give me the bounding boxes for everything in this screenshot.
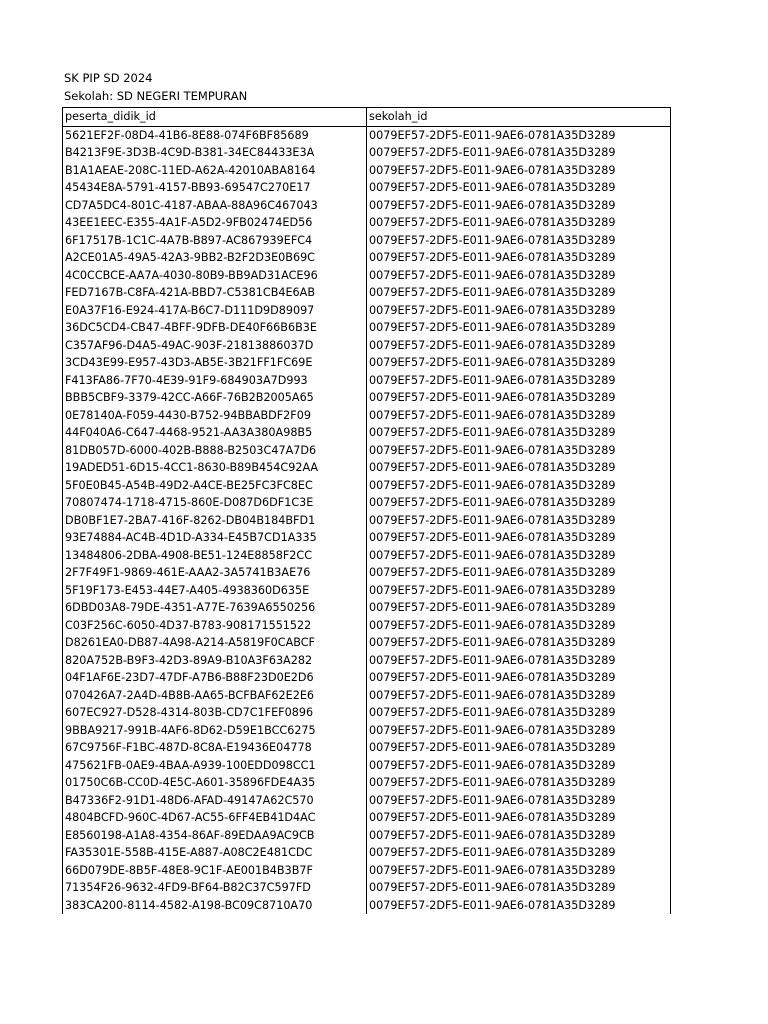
table-row xyxy=(63,442,671,460)
table-row xyxy=(63,844,671,862)
cell-peserta-didik-id: 9BBA9217-991B-4AF6-8D62-D59E1BCC6275 xyxy=(63,722,367,740)
cell-peserta-didik-id: 13484806-2DBA-4908-BE51-124E8858F2CC xyxy=(63,547,367,565)
table-row xyxy=(63,897,671,915)
cell-peserta-didik-id: CD7A5DC4-801C-4187-ABAA-88A96C467043 xyxy=(63,197,367,215)
table-row xyxy=(63,582,671,600)
cell-sekolah-id: 0079EF57-2DF5-E011-9AE6-0781A35D3289 xyxy=(367,792,671,810)
table-row xyxy=(63,249,671,267)
cell-sekolah-id: 0079EF57-2DF5-E011-9AE6-0781A35D3289 xyxy=(367,179,671,197)
cell-sekolah-id: 0079EF57-2DF5-E011-9AE6-0781A35D3289 xyxy=(367,302,671,320)
cell-sekolah-id: 0079EF57-2DF5-E011-9AE6-0781A35D3289 xyxy=(367,442,671,460)
cell-sekolah-id: 0079EF57-2DF5-E011-9AE6-0781A35D3289 xyxy=(367,547,671,565)
cell-sekolah-id: 0079EF57-2DF5-E011-9AE6-0781A35D3289 xyxy=(367,757,671,775)
cell-sekolah-id: 0079EF57-2DF5-E011-9AE6-0781A35D3289 xyxy=(367,617,671,635)
cell-sekolah-id: 0079EF57-2DF5-E011-9AE6-0781A35D3289 xyxy=(367,634,671,652)
cell-peserta-didik-id: FED7167B-C8FA-421A-BBD7-C5381CB4E6AB xyxy=(63,284,367,302)
cell-peserta-didik-id: 5F0E0B45-A54B-49D2-A4CE-BE25FC3FC8EC xyxy=(63,477,367,495)
cell-sekolah-id: 0079EF57-2DF5-E011-9AE6-0781A35D3289 xyxy=(367,704,671,722)
cell-peserta-didik-id: D8261EA0-DB87-4A98-A214-A5819F0CABCF xyxy=(63,634,367,652)
cell-sekolah-id: 0079EF57-2DF5-E011-9AE6-0781A35D3289 xyxy=(367,722,671,740)
cell-peserta-didik-id: BBB5CBF9-3379-42CC-A66F-76B2B2005A65 xyxy=(63,389,367,407)
column-header-peserta-didik-id: peserta_didik_id xyxy=(63,108,367,127)
table-row xyxy=(63,284,671,302)
cell-sekolah-id: 0079EF57-2DF5-E011-9AE6-0781A35D3289 xyxy=(367,424,671,442)
cell-sekolah-id: 0079EF57-2DF5-E011-9AE6-0781A35D3289 xyxy=(367,407,671,425)
table-row xyxy=(63,757,671,775)
cell-peserta-didik-id: FA35301E-558B-415E-A887-A08C2E481CDC xyxy=(63,844,367,862)
table-row xyxy=(63,739,671,757)
cell-sekolah-id: 0079EF57-2DF5-E011-9AE6-0781A35D3289 xyxy=(367,494,671,512)
cell-sekolah-id: 0079EF57-2DF5-E011-9AE6-0781A35D3289 xyxy=(367,249,671,267)
table-row xyxy=(63,126,671,144)
table-row xyxy=(63,827,671,845)
table-row xyxy=(63,407,671,425)
cell-sekolah-id: 0079EF57-2DF5-E011-9AE6-0781A35D3289 xyxy=(367,669,671,687)
table-row xyxy=(63,512,671,530)
cell-peserta-didik-id: B4213F9E-3D3B-4C9D-B381-34EC84433E3A xyxy=(63,144,367,162)
table-row xyxy=(63,652,671,670)
table-row xyxy=(63,214,671,232)
cell-sekolah-id: 0079EF57-2DF5-E011-9AE6-0781A35D3289 xyxy=(367,862,671,880)
cell-peserta-didik-id: B47336F2-91D1-48D6-AFAD-49147A62C570 xyxy=(63,792,367,810)
table-row xyxy=(63,197,671,215)
cell-peserta-didik-id: 67C9756F-F1BC-487D-8C8A-E19436E04778 xyxy=(63,739,367,757)
cell-peserta-didik-id: B1A1AEAE-208C-11ED-A62A-42010ABA8164 xyxy=(63,162,367,180)
table-row xyxy=(63,704,671,722)
cell-peserta-didik-id: 4804BCFD-960C-4D67-AC55-6FF4EB41D4AC xyxy=(63,809,367,827)
cell-peserta-didik-id: 45434E8A-5791-4157-BB93-69547C270E17 xyxy=(63,179,367,197)
table-body xyxy=(63,126,671,914)
cell-peserta-didik-id: C357AF96-D4A5-49AC-903F-21813886037D xyxy=(63,337,367,355)
table-row xyxy=(63,599,671,617)
table-row xyxy=(63,162,671,180)
cell-sekolah-id: 0079EF57-2DF5-E011-9AE6-0781A35D3289 xyxy=(367,267,671,285)
cell-peserta-didik-id: 93E74884-AC4B-4D1D-A334-E45B7CD1A335 xyxy=(63,529,367,547)
cell-sekolah-id: 0079EF57-2DF5-E011-9AE6-0781A35D3289 xyxy=(367,284,671,302)
table-header-row xyxy=(63,108,671,127)
cell-sekolah-id: 0079EF57-2DF5-E011-9AE6-0781A35D3289 xyxy=(367,809,671,827)
cell-peserta-didik-id: 607EC927-D528-4314-803B-CD7C1FEF0896 xyxy=(63,704,367,722)
table-row xyxy=(63,547,671,565)
table-row xyxy=(63,494,671,512)
cell-sekolah-id: 0079EF57-2DF5-E011-9AE6-0781A35D3289 xyxy=(367,232,671,250)
cell-peserta-didik-id: F413FA86-7F70-4E39-91F9-684903A7D993 xyxy=(63,372,367,390)
table-row xyxy=(63,529,671,547)
table-row xyxy=(63,792,671,810)
table-row xyxy=(63,372,671,390)
cell-peserta-didik-id: 475621FB-0AE9-4BAA-A939-100EDD098CC1 xyxy=(63,757,367,775)
cell-sekolah-id: 0079EF57-2DF5-E011-9AE6-0781A35D3289 xyxy=(367,389,671,407)
table-row xyxy=(63,354,671,372)
cell-peserta-didik-id: 43EE1EEC-E355-4A1F-A5D2-9FB02474ED56 xyxy=(63,214,367,232)
cell-sekolah-id: 0079EF57-2DF5-E011-9AE6-0781A35D3289 xyxy=(367,879,671,897)
cell-sekolah-id: 0079EF57-2DF5-E011-9AE6-0781A35D3289 xyxy=(367,126,671,144)
cell-peserta-didik-id: 81DB057D-6000-402B-B888-B2503C47A7D6 xyxy=(63,442,367,460)
cell-sekolah-id: 0079EF57-2DF5-E011-9AE6-0781A35D3289 xyxy=(367,354,671,372)
cell-peserta-didik-id: E8560198-A1A8-4354-86AF-89EDAA9AC9CB xyxy=(63,827,367,845)
student-table xyxy=(62,107,671,914)
cell-sekolah-id: 0079EF57-2DF5-E011-9AE6-0781A35D3289 xyxy=(367,372,671,390)
cell-peserta-didik-id: 44F040A6-C647-4468-9521-AA3A380A98B5 xyxy=(63,424,367,442)
cell-peserta-didik-id: 383CA200-8114-4582-A198-BC09C8710A70 xyxy=(63,897,367,915)
cell-peserta-didik-id: 66D079DE-8B5F-48E8-9C1F-AE001B4B3B7F xyxy=(63,862,367,880)
cell-sekolah-id: 0079EF57-2DF5-E011-9AE6-0781A35D3289 xyxy=(367,652,671,670)
cell-sekolah-id: 0079EF57-2DF5-E011-9AE6-0781A35D3289 xyxy=(367,337,671,355)
column-header-sekolah-id: sekolah_id xyxy=(367,108,671,127)
cell-sekolah-id: 0079EF57-2DF5-E011-9AE6-0781A35D3289 xyxy=(367,214,671,232)
table-row xyxy=(63,232,671,250)
cell-peserta-didik-id: 70807474-1718-4715-860E-D087D6DF1C3E xyxy=(63,494,367,512)
cell-peserta-didik-id: 5621EF2F-08D4-41B6-8E88-074F6BF85689 xyxy=(63,126,367,144)
cell-peserta-didik-id: 0E78140A-F059-4430-B752-94BBABDF2F09 xyxy=(63,407,367,425)
cell-sekolah-id: 0079EF57-2DF5-E011-9AE6-0781A35D3289 xyxy=(367,477,671,495)
table-row xyxy=(63,617,671,635)
cell-peserta-didik-id: E0A37F16-E924-417A-B6C7-D111D9D89097 xyxy=(63,302,367,320)
table-row xyxy=(63,179,671,197)
cell-peserta-didik-id: 4C0CCBCE-AA7A-4030-80B9-BB9AD31ACE96 xyxy=(63,267,367,285)
cell-sekolah-id: 0079EF57-2DF5-E011-9AE6-0781A35D3289 xyxy=(367,162,671,180)
cell-peserta-didik-id: 2F7F49F1-9869-461E-AAA2-3A5741B3AE76 xyxy=(63,564,367,582)
cell-peserta-didik-id: 01750C6B-CC0D-4E5C-A601-35896FDE4A35 xyxy=(63,774,367,792)
cell-sekolah-id: 0079EF57-2DF5-E011-9AE6-0781A35D3289 xyxy=(367,687,671,705)
cell-sekolah-id: 0079EF57-2DF5-E011-9AE6-0781A35D3289 xyxy=(367,739,671,757)
cell-sekolah-id: 0079EF57-2DF5-E011-9AE6-0781A35D3289 xyxy=(367,844,671,862)
table-row xyxy=(63,809,671,827)
cell-sekolah-id: 0079EF57-2DF5-E011-9AE6-0781A35D3289 xyxy=(367,897,671,915)
table-row xyxy=(63,267,671,285)
cell-peserta-didik-id: 3CD43E99-E957-43D3-AB5E-3B21FF1FC69E xyxy=(63,354,367,372)
table-row xyxy=(63,687,671,705)
table-row xyxy=(63,879,671,897)
table-row xyxy=(63,337,671,355)
table-row xyxy=(63,722,671,740)
table-row xyxy=(63,144,671,162)
table-row xyxy=(63,302,671,320)
cell-sekolah-id: 0079EF57-2DF5-E011-9AE6-0781A35D3289 xyxy=(367,564,671,582)
cell-peserta-didik-id: 820A752B-B9F3-42D3-89A9-B10A3F63A282 xyxy=(63,652,367,670)
cell-sekolah-id: 0079EF57-2DF5-E011-9AE6-0781A35D3289 xyxy=(367,827,671,845)
table-row xyxy=(63,389,671,407)
table-row xyxy=(63,477,671,495)
school-name-line: Sekolah: SD NEGERI TEMPURAN xyxy=(64,89,248,103)
cell-peserta-didik-id: 070426A7-2A4D-4B8B-AA65-BCFBAF62E2E6 xyxy=(63,687,367,705)
cell-sekolah-id: 0079EF57-2DF5-E011-9AE6-0781A35D3289 xyxy=(367,529,671,547)
cell-sekolah-id: 0079EF57-2DF5-E011-9AE6-0781A35D3289 xyxy=(367,319,671,337)
cell-peserta-didik-id: DB0BF1E7-2BA7-416F-8262-DB04B184BFD1 xyxy=(63,512,367,530)
cell-peserta-didik-id: C03F256C-6050-4D37-B783-908171551522 xyxy=(63,617,367,635)
table-row xyxy=(63,459,671,477)
table-row xyxy=(63,774,671,792)
cell-sekolah-id: 0079EF57-2DF5-E011-9AE6-0781A35D3289 xyxy=(367,459,671,477)
student-table-container xyxy=(62,107,670,914)
document-title: SK PIP SD 2024 xyxy=(64,71,153,85)
cell-peserta-didik-id: 19ADED51-6D15-4CC1-8630-B89B454C92AA xyxy=(63,459,367,477)
cell-sekolah-id: 0079EF57-2DF5-E011-9AE6-0781A35D3289 xyxy=(367,197,671,215)
table-row xyxy=(63,634,671,652)
cell-peserta-didik-id: 36DC5CD4-CB47-4BFF-9DFB-DE40F66B6B3E xyxy=(63,319,367,337)
cell-peserta-didik-id: 6F17517B-1C1C-4A7B-B897-AC867939EFC4 xyxy=(63,232,367,250)
table-row xyxy=(63,862,671,880)
cell-peserta-didik-id: 6DBD03A8-79DE-4351-A77E-7639A6550256 xyxy=(63,599,367,617)
cell-peserta-didik-id: 5F19F173-E453-44E7-A405-4938360D635E xyxy=(63,582,367,600)
cell-peserta-didik-id: 71354F26-9632-4FD9-BF64-B82C37C597FD xyxy=(63,879,367,897)
cell-sekolah-id: 0079EF57-2DF5-E011-9AE6-0781A35D3289 xyxy=(367,582,671,600)
cell-sekolah-id: 0079EF57-2DF5-E011-9AE6-0781A35D3289 xyxy=(367,774,671,792)
table-row xyxy=(63,319,671,337)
cell-peserta-didik-id: A2CE01A5-49A5-42A3-9BB2-B2F2D3E0B69C xyxy=(63,249,367,267)
table-row xyxy=(63,424,671,442)
cell-sekolah-id: 0079EF57-2DF5-E011-9AE6-0781A35D3289 xyxy=(367,512,671,530)
table-row xyxy=(63,564,671,582)
cell-sekolah-id: 0079EF57-2DF5-E011-9AE6-0781A35D3289 xyxy=(367,144,671,162)
cell-peserta-didik-id: 04F1AF6E-23D7-47DF-A7B6-B88F23D0E2D6 xyxy=(63,669,367,687)
table-row xyxy=(63,669,671,687)
cell-sekolah-id: 0079EF57-2DF5-E011-9AE6-0781A35D3289 xyxy=(367,599,671,617)
